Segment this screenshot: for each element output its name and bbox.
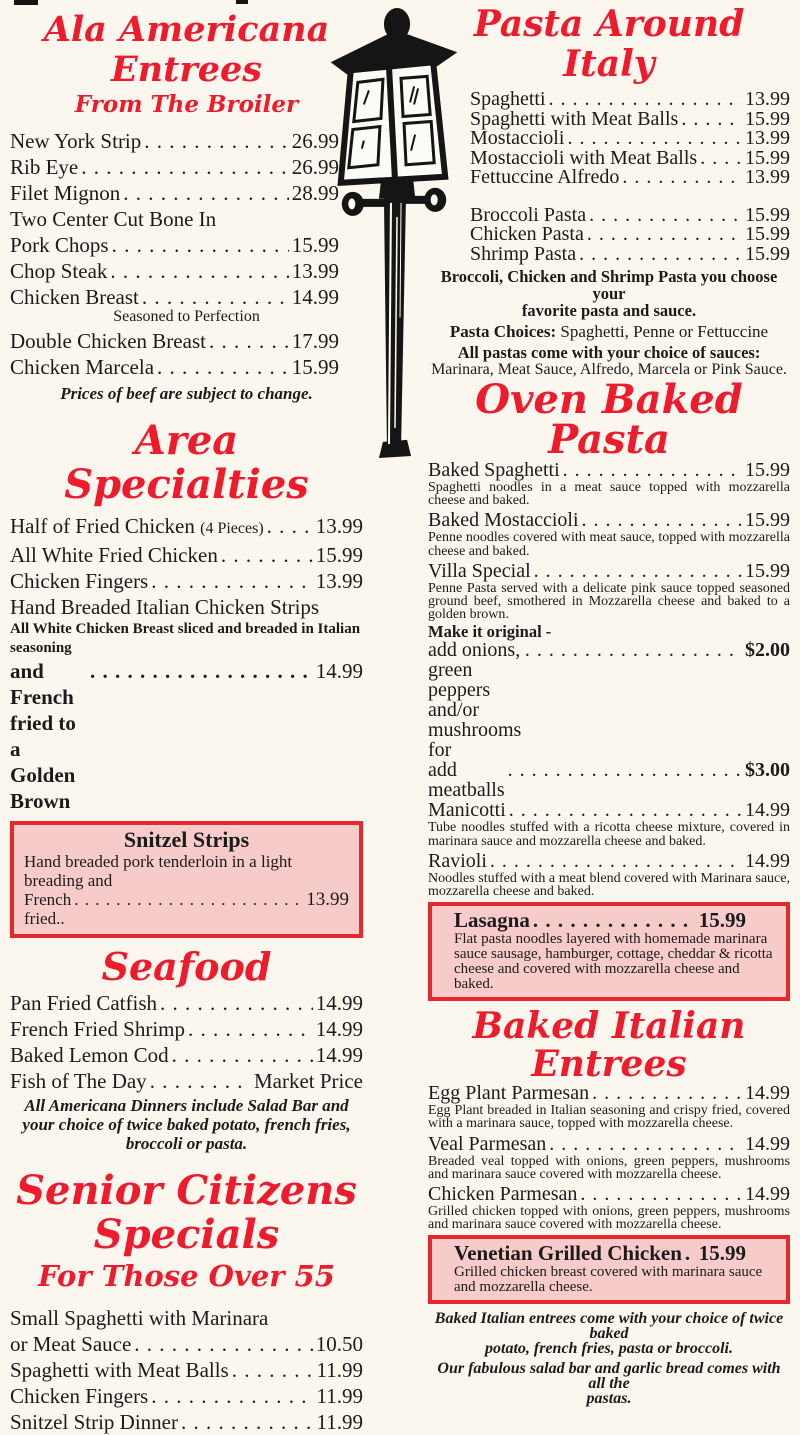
item-description: Egg Plant breaded in Italian seasoning and crispy fried, covered with a marinara sauce, topped with mozzarella cheese. (428, 1103, 790, 1132)
item-description: Grilled chicken breast covered with marinara sauce and mozzarella cheese. (454, 1264, 763, 1296)
dots-leader (221, 542, 313, 568)
section-area-specialties (10, 419, 363, 938)
menu-item (10, 154, 363, 180)
dots-leader (112, 232, 289, 258)
item-name: Baked Spaghetti (428, 459, 560, 481)
section-title-pasta-around-italy: Pasta Around Italy (473, 3, 745, 85)
menu-item (10, 354, 363, 380)
item-name: All White Fried Chicken (10, 543, 218, 567)
item-price: 26.99 (291, 129, 339, 153)
item-name: Chicken Parmesan (428, 1183, 578, 1206)
menu-item (428, 1134, 790, 1154)
item-name: Venetian Grilled Chicken (454, 1241, 682, 1266)
item-name: Mostaccioli with Meat Balls (470, 146, 698, 169)
addon-item: add meatballs . . . $3.00 (428, 760, 790, 800)
dots-leader (110, 258, 288, 284)
section-subtitle-over-55: For Those Over 55 (38, 1259, 335, 1293)
item-price: 14.99 (315, 1043, 363, 1067)
item-name: Small Spaghetti with Marinara (10, 1306, 269, 1330)
venetian-grilled-chicken-highlight-box (428, 1235, 790, 1304)
item-name: Baked Mostaccioli (428, 509, 579, 532)
item-price: 14.99 (291, 285, 339, 309)
item-price: 28.99 (291, 181, 339, 205)
menu-item (10, 284, 363, 310)
item-description: Spaghetti noodles in a meat sauce topped with mozzarella cheese and baked. (428, 480, 790, 509)
menu-item (10, 128, 363, 154)
item-name: or Meat Sauce (10, 1332, 132, 1356)
item-price: 15.99 (291, 355, 339, 379)
item-price: 14.99 (745, 1082, 790, 1105)
item-price: 13.99 (745, 166, 790, 188)
item-price: 13.99 (315, 569, 363, 593)
dots-leader (232, 1357, 314, 1383)
dots-leader (567, 129, 742, 149)
dots-leader (123, 180, 288, 206)
section-title-baked-italian-entrees: Baked Italian Entrees (472, 1005, 746, 1086)
make-it-original-label: Make it original - (428, 622, 552, 642)
menu-item (10, 542, 363, 568)
menu-item (10, 180, 363, 206)
dots-leader (157, 354, 289, 380)
menu-item (454, 908, 774, 932)
menu-item (454, 1241, 774, 1265)
item-name: Rib Eye (10, 155, 79, 179)
item-name: Baked Lemon Cod (10, 1043, 169, 1067)
item-price: 14.99 (745, 799, 790, 822)
item-price: 10.50 (315, 1332, 363, 1356)
item-price: 11.99 (316, 1410, 363, 1434)
item-name: Filet Mignon (10, 181, 121, 205)
pasta-choices-note: Pasta Choices: Spaghetti, Penne or Fettuccine (449, 322, 769, 341)
item-name: Spaghetti with Meat Balls (10, 1358, 229, 1382)
item-price: 11.99 (316, 1384, 363, 1408)
item-name: Chicken Fingers (10, 1384, 149, 1408)
section-seafood (10, 946, 363, 1153)
dots-leader (188, 1016, 313, 1042)
item-name: Hand Breaded Italian Chicken Strips (10, 595, 320, 619)
item-description: Noodles stuffed with a meat blend covered with Marinara sauce, mozzarella cheese and baked. (428, 870, 790, 900)
menu-item (10, 1016, 363, 1042)
dots-leader (592, 1083, 742, 1103)
item-qualifier: (4 Pieces) (200, 520, 264, 537)
item-name: Chicken Breast (10, 285, 139, 309)
menu-item (470, 168, 790, 188)
dots-leader (90, 658, 313, 684)
pasta-choose-note: Broccoli, Chicken and Shrimp Pasta you choose your favorite pasta and sauce. (440, 267, 778, 320)
item-price: 15.99 (745, 509, 790, 532)
salad-bar-footnote: Our fabulous salad bar and garlic bread comes with all the pastas. (437, 1360, 781, 1408)
item-price: 15.99 (745, 223, 790, 245)
item-description: Breaded veal topped with onions, green peppers, mushrooms and marinara sauce covered with mozzarella cheese. (428, 1153, 790, 1182)
item-name: Double Chicken Breast (10, 329, 206, 353)
item-name: Pan Fried Catfish (10, 991, 157, 1015)
dots-leader (549, 90, 742, 110)
box-description-priced: French fried.. . . . 13.99 (24, 890, 349, 928)
menu-item (428, 800, 790, 820)
dots-leader (534, 561, 742, 581)
dots-leader (142, 284, 289, 310)
section-ala-americana-entrees (10, 10, 363, 403)
item-price: 14.99 (315, 991, 363, 1015)
item-price: 15.99 (745, 242, 790, 265)
beef-prices-footnote: Prices of beef are subject to change. (60, 384, 313, 403)
americana-dinners-footnote: All Americana Dinners include Salad Bar and your choice of twice baked potato, french fries, broccoli or pasta. (22, 1096, 351, 1153)
dots-leader (622, 168, 742, 188)
menu-item (10, 594, 363, 620)
item-description: All White Chicken Breast sliced and breaded in Italian seasoning (10, 621, 361, 656)
menu-item (428, 561, 790, 581)
item-description: Penne Pasta served with a delicate pink sauce topped seasoned ground beef, smothered in Mozzarella cheese and baked to a golden brown. (428, 580, 790, 623)
item-name: Chicken Pasta (470, 223, 584, 245)
menu-item (428, 851, 790, 871)
dots-leader (525, 640, 742, 660)
menu-item (10, 1068, 363, 1094)
menu-item (10, 232, 363, 258)
item-price: 13.99 (315, 514, 363, 538)
item-name: Fettuccine Alfredo (470, 166, 620, 188)
item-name: Chop Steak (10, 259, 108, 283)
sauces-note: All pastas come with your choice of sauces: Marinara, Meat Sauce, Alfredo, Marcela or Pink Sauce. (431, 343, 787, 378)
item-description: Flat pasta noodles layered with homemade marinara sauce sausage, hamburger, cottage, cheddar & ricotta cheese and covered with mozzarella cheese and baked. (454, 931, 773, 993)
item-price: 11.99 (316, 1358, 363, 1382)
item-price: 14.99 (745, 849, 790, 872)
dots-leader (700, 149, 742, 169)
item-name: Spaghetti with Meat Balls (470, 107, 679, 130)
section-oven-baked-pasta (428, 376, 790, 1001)
section-title-area-specialties: Area Specialties (64, 417, 309, 508)
item-price: 15.99 (698, 1241, 746, 1266)
item-price: 14.99 (315, 659, 363, 683)
dots-leader (151, 1383, 313, 1409)
section-senior-citizens-specials (10, 1169, 363, 1435)
item-name: Villa Special (428, 559, 531, 582)
left-column (10, 0, 363, 1435)
section-pasta-around-italy (428, 4, 790, 378)
dots-leader (181, 1409, 314, 1435)
menu-item (470, 90, 790, 110)
dots-leader (579, 245, 742, 265)
item-price: 15.99 (745, 559, 790, 582)
item-name: Mostaccioli (470, 127, 565, 149)
section-title-oven-baked-pasta: Oven Baked Pasta (475, 376, 743, 463)
section-title-ala-americana: Ala Americana Entrees (43, 9, 330, 90)
item-name: Veal Parmesan (428, 1132, 547, 1155)
menu-item (10, 328, 363, 354)
item-price: 13.99 (306, 889, 349, 910)
addon-price: $2.00 (745, 639, 790, 662)
dots-leader (681, 110, 742, 130)
item-name: Snitzel Strip Dinner (10, 1410, 178, 1434)
dots-leader (490, 851, 742, 871)
dots-leader (580, 1184, 742, 1204)
menu-item (470, 129, 790, 149)
section-title-senior-citizens: Senior Citizens Specials (16, 1167, 357, 1258)
item-price: 15.99 (745, 203, 790, 226)
item-name: Egg Plant Parmesan (428, 1082, 590, 1105)
menu-item (10, 1305, 363, 1331)
addon-item: add onions, green peppers and/or mushrooms for . . . $2.00 (428, 640, 790, 760)
menu-item (10, 990, 363, 1016)
item-name: French Fried Shrimp (10, 1017, 185, 1041)
dots-leader (209, 328, 289, 354)
item-name: Spaghetti (470, 88, 546, 110)
item-price: 13.99 (745, 127, 790, 149)
dots-leader (134, 1331, 312, 1357)
item-price: 15.99 (745, 459, 790, 481)
dots-leader (582, 510, 742, 530)
item-name: Chicken Fingers (10, 569, 149, 593)
item-price: 15.99 (745, 107, 790, 130)
box-description: Hand breaded pork tenderloin in a light breading and (24, 852, 293, 890)
menu-item (10, 1042, 363, 1068)
snitzel-strips-highlight-box (10, 821, 363, 938)
item-description: Tube noodles stuffed with a ricotta cheese mixture, covered in marinara sauce and mozzarella cheese and baked. (428, 820, 790, 849)
dots-leader (160, 990, 313, 1016)
dots-leader (509, 800, 742, 820)
item-description-priced: and French fried to a Golden Brown . . . 14.99 (10, 658, 363, 814)
item-description: Penne noodles covered with meat sauce, topped with mozzarella cheese and baked. (428, 530, 790, 559)
menu-item (470, 242, 790, 265)
dots-leader (589, 206, 742, 226)
lasagna-highlight-box (428, 902, 790, 1001)
item-price: 15.99 (745, 146, 790, 169)
item-note: Seasoned to Perfection (113, 308, 260, 325)
item-price: 13.99 (745, 88, 790, 110)
item-name: Broccoli Pasta (470, 203, 587, 226)
menu-item (10, 206, 363, 232)
dots-leader (587, 225, 742, 245)
item-name: Chicken Marcela (10, 355, 155, 379)
item-name: Pork Chops (10, 233, 109, 257)
dots-leader (74, 890, 303, 909)
menu-item (10, 1409, 363, 1435)
item-price: 26.99 (291, 155, 339, 179)
menu-item (428, 1184, 790, 1204)
item-name: Half of Fried Chicken (4 Pieces) (10, 514, 264, 538)
dots-leader (685, 1241, 696, 1265)
item-price: 17.99 (291, 329, 339, 353)
box-title: Snitzel Strips (123, 827, 250, 852)
item-price: 15.99 (315, 543, 363, 567)
item-name: Shrimp Pasta (470, 242, 577, 265)
item-price: 15.99 (698, 908, 746, 933)
dots-leader (549, 1134, 742, 1154)
section-subtitle-from-the-broiler: From The Broiler (74, 91, 299, 118)
item-name: Fish of The Day (10, 1069, 147, 1093)
dots-leader (533, 908, 696, 932)
menu-item (10, 568, 363, 594)
item-price: 15.99 (291, 233, 339, 257)
dots-leader (563, 460, 742, 480)
item-name: New York Strip (10, 129, 142, 153)
right-column (428, 0, 790, 1406)
dots-leader (81, 154, 289, 180)
item-price: 13.99 (291, 259, 339, 283)
menu-item (10, 1357, 363, 1383)
baked-italian-footnote: Baked Italian entrees come with your choice of twice baked potato, french fries, pasta or broccoli. (434, 1310, 784, 1358)
menu-item (428, 460, 790, 480)
menu-item (470, 225, 790, 245)
menu-item (428, 1083, 790, 1103)
dots-leader (172, 1042, 313, 1068)
dots-leader (150, 1068, 251, 1094)
item-price: 14.99 (745, 1132, 790, 1155)
menu-item (10, 1331, 363, 1357)
item-name: Manicotti (428, 799, 506, 822)
item-price: 14.99 (745, 1183, 790, 1206)
item-description: Grilled chicken topped with onions, green peppers, mushrooms and marinara sauce covered with mozzarella cheese. (428, 1204, 790, 1233)
addon-price: $3.00 (745, 759, 790, 782)
menu-item (10, 258, 363, 284)
dots-leader (144, 128, 288, 154)
section-title-seafood: Seafood (101, 944, 272, 989)
dots-leader (151, 568, 313, 594)
item-price: Market Price (253, 1069, 363, 1093)
menu-item (10, 1383, 363, 1409)
dots-leader (508, 760, 742, 780)
item-price: 14.99 (315, 1017, 363, 1041)
menu-item (10, 513, 363, 542)
dots-leader (267, 513, 313, 539)
item-name: Ravioli (428, 849, 487, 872)
item-name: Lasagna (454, 908, 530, 933)
item-name: Two Center Cut Bone In (10, 207, 217, 231)
section-baked-italian-entrees (428, 1007, 790, 1406)
menu-item (428, 510, 790, 530)
